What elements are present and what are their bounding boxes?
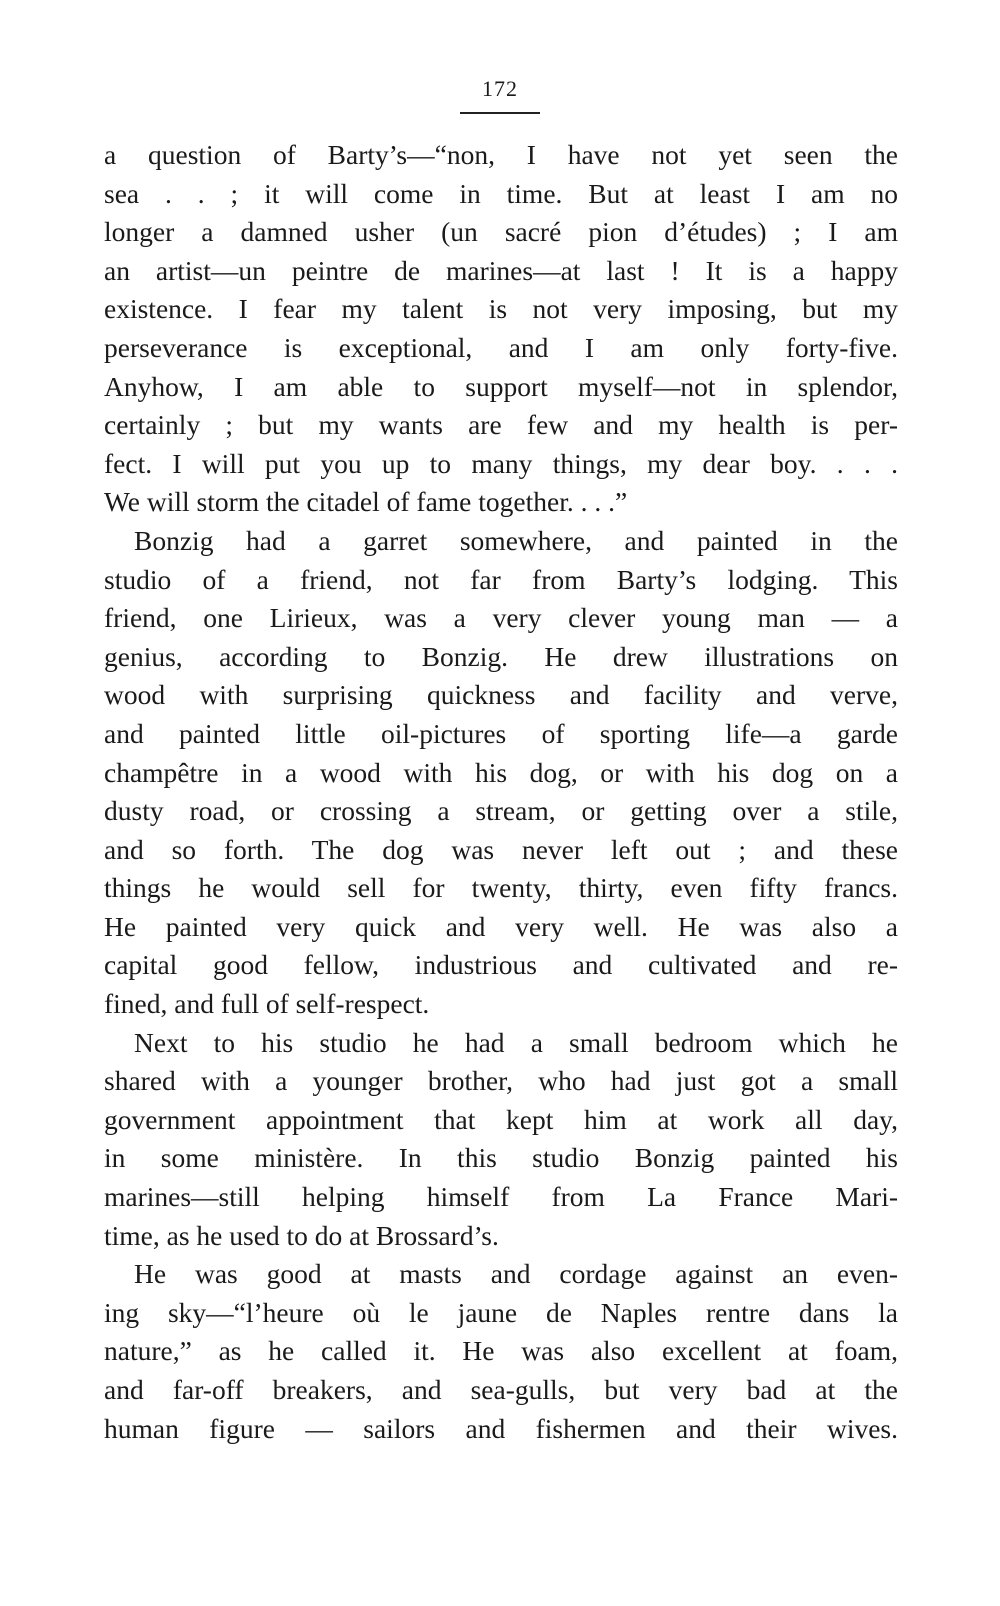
text-line: shared with a younger brother, who had just got a small	[104, 1065, 898, 1097]
text-line: a question of Barty’s—“non, I have not yet seen the	[104, 139, 898, 170]
text-line: and so forth. The dog was never left out ; and these	[104, 833, 898, 865]
text-line: nature,” as he called it. He was also excellent at foam,	[104, 1335, 898, 1367]
text-line: He was good at masts and cordage against an even-	[134, 1258, 898, 1290]
text-line: capital good fellow, industrious and cultivated and re-	[104, 949, 898, 981]
text-line: government appointment that kept him at work all day,	[104, 1103, 898, 1135]
paragraph-3	[104, 1024, 898, 1256]
paragraph-4	[104, 1255, 898, 1448]
text-line: Bonzig had a garret somewhere, and painted in the	[134, 524, 898, 556]
text-line: longer a damned usher (un sacré pion d’études) ; I am	[104, 216, 898, 248]
paragraph-2	[104, 522, 898, 1024]
text-line: He painted very quick and very well. He was also a	[104, 910, 898, 942]
text-line: human figure — sailors and fishermen and their wives.	[104, 1412, 898, 1444]
text-line: champêtre in a wood with his dog, or with his dog on a	[104, 756, 898, 788]
text-line: things he would sell for twenty, thirty, even fifty francs.	[104, 872, 898, 904]
paragraph-1	[104, 136, 898, 522]
text-line: existence. I fear my talent is not very imposing, but my	[104, 293, 898, 325]
text-line: in some ministère. In this studio Bonzig painted his	[104, 1142, 898, 1174]
text-line: and far-off breakers, and sea-gulls, but very bad at the	[104, 1374, 898, 1405]
text-line: We will storm the citadel of fame together. . . .”	[104, 486, 628, 518]
page-number: 172	[482, 76, 518, 101]
body-text	[104, 136, 898, 1448]
text-line: an artist—un peintre de marines—at last ! It is a happy	[104, 254, 898, 286]
header-rule	[460, 112, 540, 114]
text-line: Anyhow, I am able to support myself—not in splendor,	[104, 370, 898, 402]
text-line: dusty road, or crossing a stream, or getting over a stile,	[104, 795, 898, 827]
text-line: genius, according to Bonzig. He drew illustrations on	[104, 640, 898, 672]
text-line: marines—still helping himself from La France Mari-	[104, 1181, 898, 1213]
text-line: certainly ; but my wants are few and my health is per-	[104, 409, 898, 441]
text-line: wood with surprising quickness and facility and verve,	[104, 679, 898, 711]
text-line: fined, and full of self-respect.	[104, 988, 430, 1020]
text-line: fect. I will put you up to many things, my dear boy. . . .	[104, 447, 898, 479]
text-line: friend, one Lirieux, was a very clever young man — a	[104, 602, 898, 634]
text-line: perseverance is exceptional, and I am only forty-five.	[104, 331, 898, 363]
text-line: time, as he used to do at Brossard’s.	[104, 1219, 499, 1251]
text-line: Next to his studio he had a small bedroom which he	[134, 1026, 898, 1058]
text-line: and painted little oil-pictures of sporting life—a garde	[104, 717, 898, 749]
text-line: studio of a friend, not far from Barty’s lodging. This	[104, 563, 898, 595]
text-line: ing sky—“l’heure où le jaune de Naples rentre dans la	[104, 1296, 898, 1328]
text-line: sea . . ; it will come in time. But at least I am no	[104, 177, 898, 209]
